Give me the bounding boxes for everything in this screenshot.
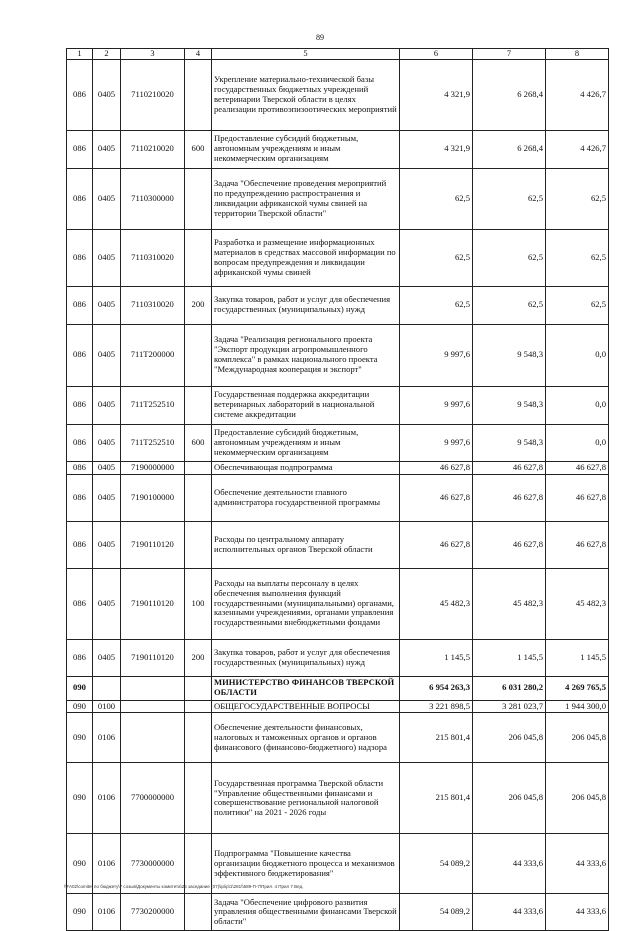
table-row bbox=[67, 168, 609, 229]
item-name: ОБЩЕГОСУДАРСТВЕННЫЕ ВОПРОСЫ bbox=[212, 700, 400, 713]
grbs-code: 086 bbox=[67, 229, 93, 286]
target-article-code: 711Т252510 bbox=[121, 424, 185, 461]
amount-year-2: 62,5 bbox=[473, 286, 546, 324]
col-header-7: 7 bbox=[473, 49, 546, 60]
grbs-code: 086 bbox=[67, 474, 93, 521]
table-row bbox=[67, 700, 609, 713]
col-header-6: 6 bbox=[400, 49, 473, 60]
item-name: Задача "Обеспечение цифрового развития управления общественными финансами Тверской области" bbox=[212, 894, 400, 931]
amount-year-1: 62,5 bbox=[400, 229, 473, 286]
amount-year-1: 62,5 bbox=[400, 168, 473, 229]
section-code: 0405 bbox=[93, 324, 121, 386]
item-name: Разработка и размещение информационных материалов в средствах массовой информации по вопросам предупреждения и ликвидации африканской чумы свиней bbox=[212, 229, 400, 286]
section-code: 0405 bbox=[93, 386, 121, 424]
grbs-code: 086 bbox=[67, 386, 93, 424]
amount-year-2: 45 482,3 bbox=[473, 568, 546, 639]
grbs-code: 086 bbox=[67, 639, 93, 676]
expense-type-code bbox=[185, 324, 212, 386]
target-article-code: 7110210020 bbox=[121, 130, 185, 168]
grbs-code: 086 bbox=[67, 568, 93, 639]
expense-type-code bbox=[185, 474, 212, 521]
amount-year-1: 46 627,8 bbox=[400, 521, 473, 568]
expense-type-code bbox=[185, 168, 212, 229]
target-article-code: 7110210020 bbox=[121, 59, 185, 130]
expense-type-code: 200 bbox=[185, 639, 212, 676]
item-name: Задача "Обеспечение проведения мероприятий по предупреждению распространения и ликвидации африканской чумы свиней на территории Тверской области" bbox=[212, 168, 400, 229]
section-code: 0405 bbox=[93, 424, 121, 461]
table-row bbox=[67, 639, 609, 676]
table-row bbox=[67, 568, 609, 639]
table-row bbox=[67, 424, 609, 461]
amount-year-1: 46 627,8 bbox=[400, 461, 473, 474]
amount-year-3: 46 627,8 bbox=[546, 474, 609, 521]
amount-year-2: 9 548,3 bbox=[473, 386, 546, 424]
grbs-code: 086 bbox=[67, 59, 93, 130]
target-article-code: 7190110120 bbox=[121, 639, 185, 676]
amount-year-3: 4 426,7 bbox=[546, 130, 609, 168]
expense-type-code bbox=[185, 713, 212, 763]
page-number: 89 bbox=[316, 33, 324, 42]
grbs-code: 090 bbox=[67, 834, 93, 894]
target-article-code: 7110310020 bbox=[121, 286, 185, 324]
target-article-code: 7190110120 bbox=[121, 568, 185, 639]
amount-year-2: 3 281 023,7 bbox=[473, 700, 546, 713]
amount-year-3: 62,5 bbox=[546, 229, 609, 286]
target-article-code: 711Т252510 bbox=[121, 386, 185, 424]
section-code bbox=[93, 676, 121, 700]
amount-year-2: 6 031 280,2 bbox=[473, 676, 546, 700]
item-name: Обеспечивающая подпрограмма bbox=[212, 461, 400, 474]
item-name: Задача "Реализация регионального проекта "Экспорт продукции агропромышленного комплекса" в рамках национального проекта "Международная кооперация и экспорт" bbox=[212, 324, 400, 386]
expense-type-code bbox=[185, 700, 212, 713]
table-row bbox=[67, 286, 609, 324]
item-name: МИНИСТЕРСТВО ФИНАНСОВ ТВЕРСКОЙ ОБЛАСТИ bbox=[212, 676, 400, 700]
col-header-2: 2 bbox=[93, 49, 121, 60]
item-name: Предоставление субсидий бюджетным, автономным учреждениям и иным некоммерческим организациям bbox=[212, 424, 400, 461]
col-header-8: 8 bbox=[546, 49, 609, 60]
amount-year-3: 45 482,3 bbox=[546, 568, 609, 639]
expense-type-code bbox=[185, 763, 212, 834]
section-code: 0405 bbox=[93, 286, 121, 324]
target-article-code: 7190000000 bbox=[121, 461, 185, 474]
item-name: Обеспечение деятельности финансовых, налоговых и таможенных органов и органов финансового (финансово-бюджетного) надзора bbox=[212, 713, 400, 763]
section-code: 0100 bbox=[93, 700, 121, 713]
expense-type-code: 600 bbox=[185, 130, 212, 168]
amount-year-2: 62,5 bbox=[473, 168, 546, 229]
amount-year-3: 1 145,5 bbox=[546, 639, 609, 676]
file-path-footer: \\FA02\comitet по бюджету\7 созыв\Документы комитета\26 заседание (07)\ip\ip\1\281\\589-П-7\Прил. 4 Прил 7 Вед. bbox=[64, 884, 304, 889]
table-row bbox=[67, 763, 609, 834]
section-code: 0405 bbox=[93, 59, 121, 130]
section-code: 0405 bbox=[93, 168, 121, 229]
grbs-code: 090 bbox=[67, 700, 93, 713]
amount-year-1: 46 627,8 bbox=[400, 474, 473, 521]
section-code: 0405 bbox=[93, 568, 121, 639]
grbs-code: 086 bbox=[67, 521, 93, 568]
target-article-code bbox=[121, 713, 185, 763]
amount-year-3: 1 944 300,0 bbox=[546, 700, 609, 713]
item-name: Предоставление субсидий бюджетным, автономным учреждениям и иным некоммерческим организациям bbox=[212, 130, 400, 168]
amount-year-1: 6 954 263,3 bbox=[400, 676, 473, 700]
table-row bbox=[67, 59, 609, 130]
section-code: 0106 bbox=[93, 713, 121, 763]
table-row bbox=[67, 676, 609, 700]
budget-table bbox=[66, 48, 609, 931]
amount-year-1: 215 801,4 bbox=[400, 763, 473, 834]
expense-type-code: 100 bbox=[185, 568, 212, 639]
section-code: 0405 bbox=[93, 639, 121, 676]
expense-type-code: 600 bbox=[185, 424, 212, 461]
item-name: Расходы по центральному аппарату исполнительных органов Тверской области bbox=[212, 521, 400, 568]
expense-type-code bbox=[185, 676, 212, 700]
amount-year-3: 46 627,8 bbox=[546, 461, 609, 474]
target-article-code bbox=[121, 700, 185, 713]
amount-year-3: 62,5 bbox=[546, 168, 609, 229]
amount-year-2: 9 548,3 bbox=[473, 424, 546, 461]
amount-year-2: 44 333,6 bbox=[473, 834, 546, 894]
column-number-header bbox=[67, 49, 609, 60]
target-article-code: 7730200000 bbox=[121, 894, 185, 931]
amount-year-2: 206 045,8 bbox=[473, 713, 546, 763]
amount-year-3: 206 045,8 bbox=[546, 763, 609, 834]
grbs-code: 086 bbox=[67, 424, 93, 461]
amount-year-2: 46 627,8 bbox=[473, 461, 546, 474]
item-name: Государственная программа Тверской области "Управление общественными финансами и совершенствование региональной налоговой политики" на 2021 - 2026 годы bbox=[212, 763, 400, 834]
expense-type-code bbox=[185, 386, 212, 424]
amount-year-3: 62,5 bbox=[546, 286, 609, 324]
target-article-code: 711Т200000 bbox=[121, 324, 185, 386]
amount-year-2: 9 548,3 bbox=[473, 324, 546, 386]
amount-year-1: 45 482,3 bbox=[400, 568, 473, 639]
amount-year-3: 0,0 bbox=[546, 424, 609, 461]
amount-year-3: 44 333,6 bbox=[546, 834, 609, 894]
amount-year-1: 3 221 898,5 bbox=[400, 700, 473, 713]
amount-year-3: 0,0 bbox=[546, 324, 609, 386]
amount-year-2: 6 268,4 bbox=[473, 130, 546, 168]
expense-type-code: 200 bbox=[185, 286, 212, 324]
amount-year-1: 54 089,2 bbox=[400, 894, 473, 931]
grbs-code: 090 bbox=[67, 763, 93, 834]
col-header-4: 4 bbox=[185, 49, 212, 60]
table-row bbox=[67, 894, 609, 931]
amount-year-3: 4 269 765,5 bbox=[546, 676, 609, 700]
section-code: 0106 bbox=[93, 834, 121, 894]
table-row bbox=[67, 386, 609, 424]
amount-year-3: 44 333,6 bbox=[546, 894, 609, 931]
grbs-code: 086 bbox=[67, 461, 93, 474]
col-header-5: 5 bbox=[212, 49, 400, 60]
amount-year-1: 215 801,4 bbox=[400, 713, 473, 763]
section-code: 0405 bbox=[93, 130, 121, 168]
section-code: 0106 bbox=[93, 763, 121, 834]
amount-year-2: 6 268,4 bbox=[473, 59, 546, 130]
target-article-code: 7700000000 bbox=[121, 763, 185, 834]
amount-year-1: 9 997,6 bbox=[400, 324, 473, 386]
amount-year-1: 62,5 bbox=[400, 286, 473, 324]
section-code: 0405 bbox=[93, 474, 121, 521]
amount-year-2: 46 627,8 bbox=[473, 474, 546, 521]
section-code: 0405 bbox=[93, 229, 121, 286]
col-header-3: 3 bbox=[121, 49, 185, 60]
amount-year-3: 46 627,8 bbox=[546, 521, 609, 568]
item-name: Государственная поддержка аккредитации ветеринарных лабораторий в национальной системе аккредитации bbox=[212, 386, 400, 424]
grbs-code: 086 bbox=[67, 168, 93, 229]
item-name: Обеспечение деятельности главного администратора государственной программы bbox=[212, 474, 400, 521]
target-article-code: 7110300000 bbox=[121, 168, 185, 229]
expense-type-code bbox=[185, 521, 212, 568]
section-code: 0405 bbox=[93, 521, 121, 568]
expense-type-code bbox=[185, 229, 212, 286]
amount-year-1: 1 145,5 bbox=[400, 639, 473, 676]
table-row bbox=[67, 521, 609, 568]
table-row bbox=[67, 713, 609, 763]
col-header-1: 1 bbox=[67, 49, 93, 60]
amount-year-1: 9 997,6 bbox=[400, 424, 473, 461]
amount-year-2: 206 045,8 bbox=[473, 763, 546, 834]
table-row bbox=[67, 461, 609, 474]
amount-year-3: 206 045,8 bbox=[546, 713, 609, 763]
table-row bbox=[67, 474, 609, 521]
target-article-code: 7190110120 bbox=[121, 521, 185, 568]
amount-year-1: 4 321,9 bbox=[400, 130, 473, 168]
target-article-code: 7110310020 bbox=[121, 229, 185, 286]
grbs-code: 086 bbox=[67, 324, 93, 386]
amount-year-2: 62,5 bbox=[473, 229, 546, 286]
grbs-code: 086 bbox=[67, 286, 93, 324]
table-row bbox=[67, 229, 609, 286]
amount-year-1: 9 997,6 bbox=[400, 386, 473, 424]
expense-type-code bbox=[185, 894, 212, 931]
table-row bbox=[67, 130, 609, 168]
grbs-code: 090 bbox=[67, 676, 93, 700]
item-name: Расходы на выплаты персоналу в целях обеспечения выполнения функций государственными (муниципальными) органами, казенными учреждениями, органами управления государственными внебюджетными фондами bbox=[212, 568, 400, 639]
target-article-code: 7730000000 bbox=[121, 834, 185, 894]
amount-year-3: 4 426,7 bbox=[546, 59, 609, 130]
grbs-code: 090 bbox=[67, 713, 93, 763]
section-code: 0405 bbox=[93, 461, 121, 474]
amount-year-2: 44 333,6 bbox=[473, 894, 546, 931]
grbs-code: 090 bbox=[67, 894, 93, 931]
section-code: 0106 bbox=[93, 894, 121, 931]
expense-type-code bbox=[185, 59, 212, 130]
expense-type-code bbox=[185, 461, 212, 474]
target-article-code bbox=[121, 676, 185, 700]
amount-year-2: 46 627,8 bbox=[473, 521, 546, 568]
amount-year-1: 54 089,2 bbox=[400, 834, 473, 894]
amount-year-2: 1 145,5 bbox=[473, 639, 546, 676]
target-article-code: 7190100000 bbox=[121, 474, 185, 521]
amount-year-1: 4 321,9 bbox=[400, 59, 473, 130]
item-name: Закупка товаров, работ и услуг для обеспечения государственных (муниципальных) нужд bbox=[212, 286, 400, 324]
table-row bbox=[67, 324, 609, 386]
grbs-code: 086 bbox=[67, 130, 93, 168]
item-name: Закупка товаров, работ и услуг для обеспечения государственных (муниципальных) нужд bbox=[212, 639, 400, 676]
item-name: Укрепление материально-технической базы государственных бюджетных учреждений ветеринарии Тверской области в целях реализации противоэпизоотических мероприятий bbox=[212, 59, 400, 130]
amount-year-3: 0,0 bbox=[546, 386, 609, 424]
item-name: Подпрограмма "Повышение качества организации бюджетного процесса и механизмов эффективного бюджетирования" bbox=[212, 834, 400, 894]
